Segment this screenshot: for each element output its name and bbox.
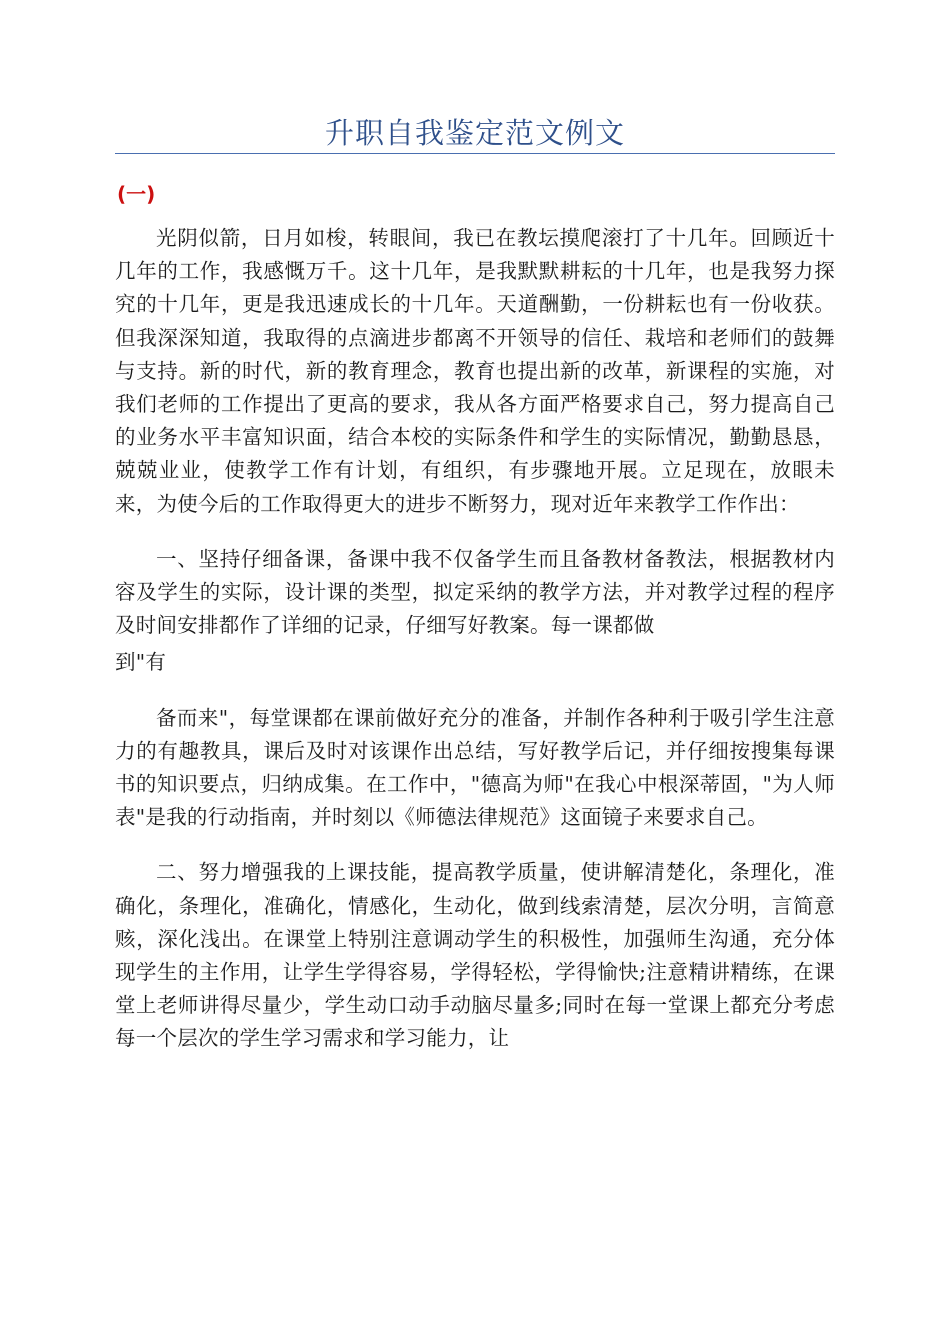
paragraph-point-one: 一、坚持仔细备课，备课中我不仅备学生而且备教材备教法，根据教材内容及学生的实际，设计课的类型，拟定采纳的教学方法，并对教学过程的程序及时间安排都作了详细的记录，仔细写好教案。每一课都做 [115, 546, 835, 638]
title-underline [115, 153, 835, 154]
document-body [115, 222, 835, 1078]
document-title: 升职自我鉴定范文例文 [324, 116, 625, 150]
section-label: (一) [117, 182, 156, 206]
paragraph-point-two: 二、努力增强我的上课技能，提高教学质量，使讲解清楚化，条理化，准确化，条理化，准确化，情感化，生动化，做到线索清楚，层次分明，言简意赅，深化浅出。在课堂上特别注意调动学生的积极性，加强师生沟通，充分体现学生的主作用，让学生学得容易，学得轻松，学得愉快;注意精讲精练，在课堂上老师讲得尽量少，学生动口动手动脑尽量多;同时在每一堂课上都充分考虑每一个层次的学生学习需求和学习能力，让 [115, 860, 835, 1051]
paragraph-point-one-continued: 备而来"，每堂课都在课前做好充分的准备，并制作各种利于吸引学生注意力的有趣教具，课后及时对该课作出总结，写好教学后记，并仔细按搜集每课书的知识要点，归纳成集。在工作中，"德高为师"在我心中根深蒂固，"为人师表"是我的行动指南，并时刻以《师德法律规范》这面镜子来要求自己。 [115, 705, 835, 830]
paragraph-point-one-wrap: 到"有 [115, 650, 167, 675]
document-page [115, 0, 835, 1344]
paragraph-intro: 光阴似箭，日月如梭，转眼间，我已在教坛摸爬滚打了十几年。回顾近十几年的工作，我感慨万千。这十几年，是我默默耕耘的十几年，也是我努力探究的十几年，更是我迅速成长的十几年。天道酬勤，一份耕耘也有一份收获。但我深深知道，我取得的点滴进步都离不开领导的信任、栽培和老师们的鼓舞与支持。新的时代，新的教育理念，教育也提出新的改革，新课程的实施，对我们老师的工作提出了更高的要求，我从各方面严格要求自己，努力提高自己的业务水平丰富知识面，结合本校的实际条件和学生的实际情况，勤勤恳恳，兢兢业业，使教学工作有计划，有组织，有步骤地开展。立足现在，放眼未来，为使今后的工作取得更大的进步不断努力，现对近年来教学工作作出： [115, 226, 835, 516]
